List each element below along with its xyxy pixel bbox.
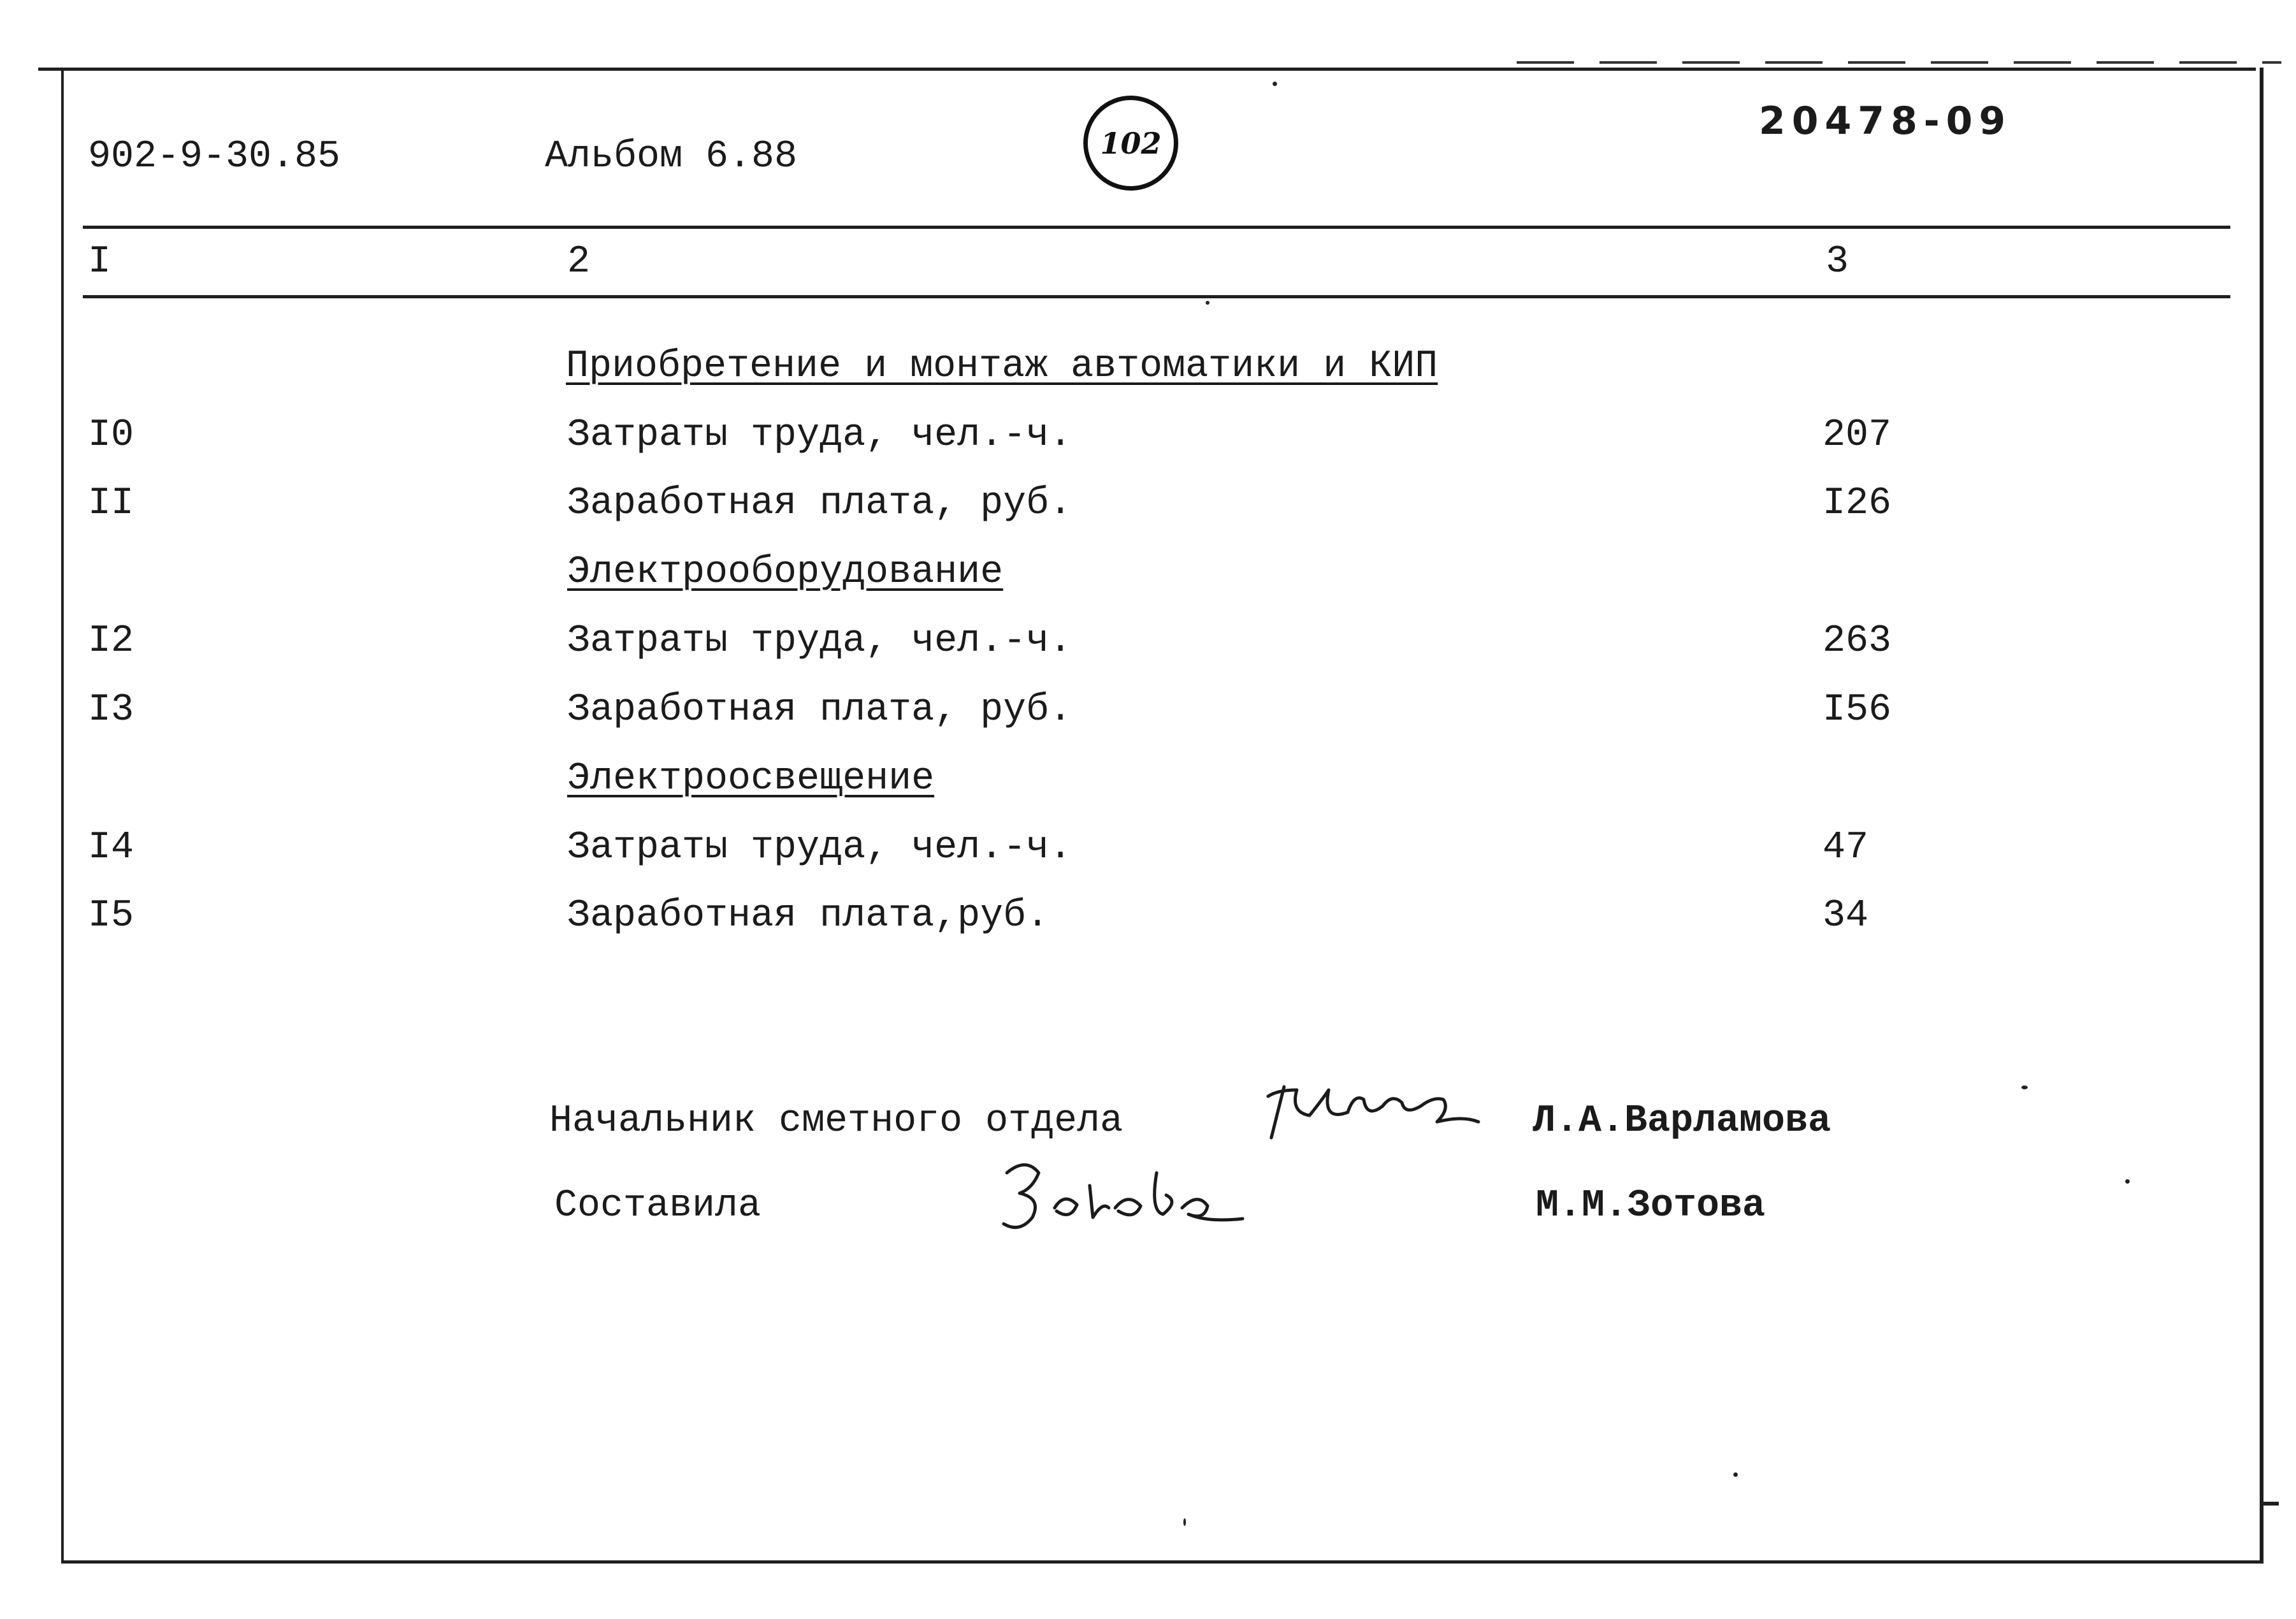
signatory-role: Составила: [554, 1184, 762, 1228]
scan-speck: [2125, 1179, 2130, 1184]
row-description: Затраты труда, чел.-ч.: [567, 826, 1072, 869]
row-value: 263: [1823, 620, 1892, 663]
signatory-name: М.М.Зотова: [1536, 1184, 1766, 1228]
page-number-stamp-text: 102: [1100, 126, 1162, 161]
frame-right-tick: [2264, 1502, 2279, 1506]
column-header-1: I: [88, 240, 112, 284]
row-number: I0: [88, 414, 134, 457]
row-number: I2: [88, 620, 134, 663]
page-number-stamp: [1083, 96, 1178, 191]
designation-code: 902-9-30.85: [88, 135, 341, 178]
scan-speck: [2021, 1085, 2028, 1089]
row-description: Затраты труда, чел.-ч.: [567, 414, 1072, 457]
row-description: Затраты труда, чел.-ч.: [567, 620, 1072, 663]
frame-bottom-border: [61, 1560, 2264, 1564]
scan-speck: [1183, 1518, 1186, 1526]
frame-top-dashes: [1517, 61, 2281, 64]
scan-speck: [1273, 82, 1277, 86]
row-description: Заработная плата, руб.: [567, 688, 1072, 732]
row-value: I26: [1823, 482, 1892, 525]
handwritten-signature-compiler: [988, 1147, 1268, 1243]
table-header-top-rule: [83, 226, 2230, 229]
column-header-2: 2: [567, 240, 591, 284]
row-number: II: [88, 482, 134, 525]
row-description: Заработная плата, руб.: [567, 482, 1072, 525]
row-number: I4: [88, 826, 134, 869]
row-value: 47: [1823, 826, 1869, 869]
album-label: Альбом 6.88: [545, 135, 798, 178]
document-number: 20478-09: [1759, 99, 2012, 143]
frame-top-border: [38, 68, 2256, 71]
frame-left-border: [61, 68, 64, 1562]
handwritten-signature-head: [1259, 1061, 1488, 1144]
row-number: I5: [88, 894, 134, 938]
frame-right-border: [2260, 68, 2264, 1562]
section-heading-automation: Приобретение и монтаж автоматики и КИП: [566, 345, 1438, 388]
row-value: 34: [1823, 894, 1869, 938]
row-value: I56: [1823, 688, 1892, 732]
signatory-name: Л.А.Варламова: [1533, 1100, 1831, 1143]
scan-speck: [1733, 1472, 1738, 1477]
column-header-3: 3: [1826, 240, 1849, 284]
table-header-bottom-rule: [83, 295, 2230, 298]
scan-speck: [1206, 301, 1209, 305]
signatory-role: Начальник сметного отдела: [549, 1100, 1123, 1143]
row-number: I3: [88, 688, 134, 732]
section-heading-electrical-lighting: Электроосвещение: [567, 757, 935, 801]
row-value: 207: [1823, 414, 1892, 457]
row-description: Заработная плата,руб.: [567, 894, 1050, 938]
section-heading-electrical-equipment: Электрооборудование: [567, 551, 1004, 594]
